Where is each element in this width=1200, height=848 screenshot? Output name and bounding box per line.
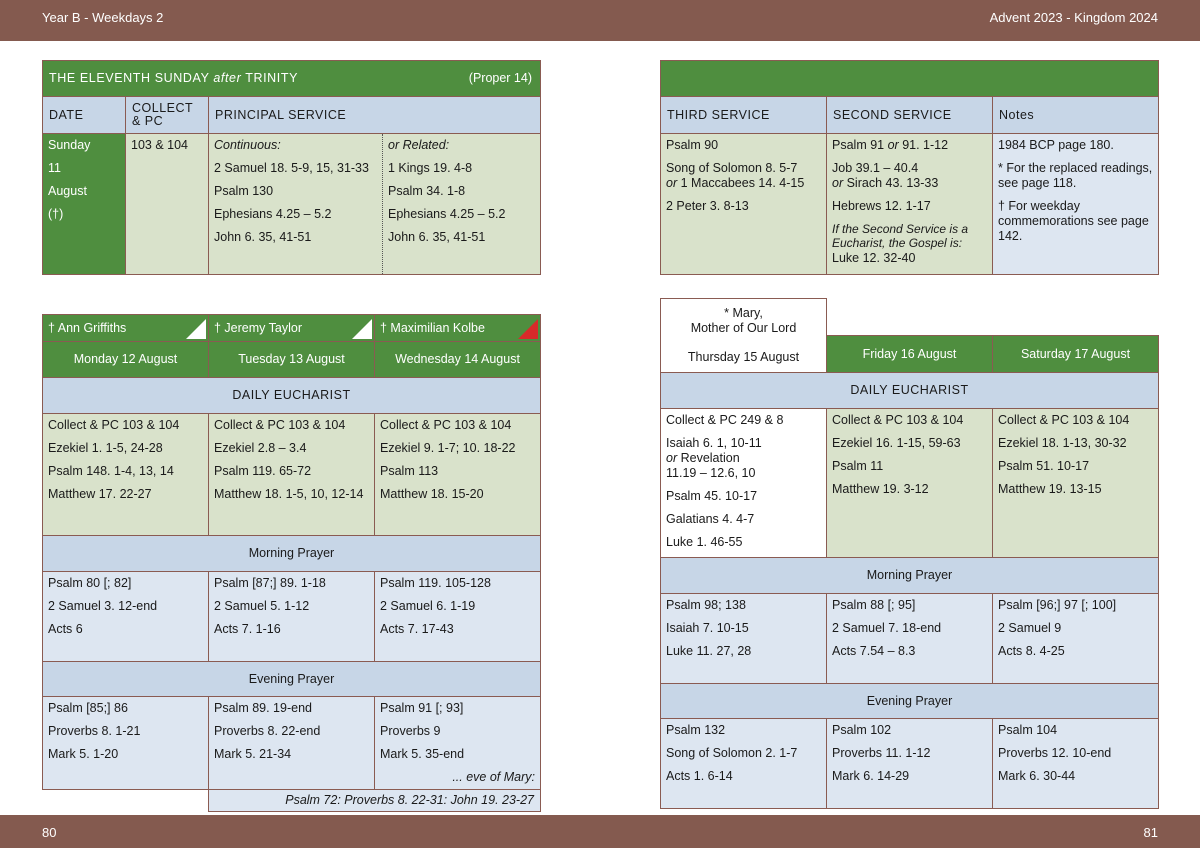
header-left-text: Year B - Weekdays 2 xyxy=(42,10,164,25)
reading-text: Sirach 43. 13-33 xyxy=(843,176,939,190)
col-header-collect: COLLECT & PC xyxy=(126,97,209,134)
morning-readings-cell xyxy=(375,572,541,662)
evening-readings-cell xyxy=(375,697,541,790)
page-footer-bar xyxy=(0,815,1200,848)
reading-line: Acts 1. 6-14 xyxy=(666,769,733,783)
reading-line xyxy=(666,436,821,481)
commemoration-name: † Ann Griffiths xyxy=(48,320,127,335)
eve-of-mary-label: ... eve of Mary: xyxy=(452,770,535,784)
note-line: † For weekday commemorations see page 142. xyxy=(998,199,1149,243)
reading-line: 1 Kings 19. 4-8 xyxy=(388,161,473,175)
continuous-label: Continuous: xyxy=(214,138,281,152)
day-header-friday: Friday 16 August xyxy=(827,336,993,373)
reading-line: Luke 11. 27, 28 xyxy=(666,644,752,658)
reading-text: Psalm 91 xyxy=(832,138,888,152)
evening-readings-cell xyxy=(209,697,375,790)
reading-line: Luke 1. 46-55 xyxy=(666,535,743,549)
eve-of-mary-readings: Psalm 72: Proverbs 8. 22-31: John 19. 23-27 xyxy=(209,790,541,812)
reading-text: 1 Maccabees 14. 4-15 xyxy=(680,176,805,190)
sunday-date-cell xyxy=(43,134,126,275)
eucharist-readings-cell xyxy=(209,414,375,536)
evening-readings-cell xyxy=(993,719,1159,809)
reading-line: Collect & PC 103 & 104 xyxy=(380,418,512,432)
reading-line: Proverbs 8. 22-end xyxy=(214,724,321,738)
eucharist-readings-cell xyxy=(661,409,827,558)
note-line: 1984 BCP page 180. xyxy=(998,138,1114,152)
reading-line: Psalm 119. 65-72 xyxy=(214,464,312,478)
reading-line: Matthew 18. 1-5, 10, 12-14 xyxy=(214,487,364,501)
reading-line: Psalm 80 [; 82] xyxy=(48,576,132,590)
mary-title: * Mary, Mother of Our Lord xyxy=(690,306,797,335)
eucharist-readings-cell xyxy=(375,414,541,536)
gospel-reading: Luke 12. 32-40 xyxy=(832,250,916,265)
reading-line: Song of Solomon 2. 1-7 xyxy=(666,746,798,760)
reading-line xyxy=(666,161,821,191)
morning-readings-cell xyxy=(43,572,209,662)
evening-readings-cell xyxy=(661,719,827,809)
reading-line: Psalm 119. 105-128 xyxy=(380,576,491,590)
morning-prayer-header: Morning Prayer xyxy=(661,558,1159,594)
reading-line: Matthew 17. 22-27 xyxy=(48,487,152,501)
eucharist-note: If the Second Service is a Eucharist, the Gospel is: xyxy=(832,222,969,251)
col-header-principal: PRINCIPAL SERVICE xyxy=(209,97,541,134)
weekday-left-table xyxy=(42,314,541,812)
morning-readings-cell xyxy=(993,594,1159,684)
commemoration-name: † Maximilian Kolbe xyxy=(380,320,485,335)
date-line: August xyxy=(48,184,87,198)
day-header-wednesday: Wednesday 14 August xyxy=(375,342,541,378)
reading-text: 91. 1-12 xyxy=(898,138,949,152)
reading-line: Mark 6. 30-44 xyxy=(998,769,1076,783)
evening-prayer-header: Evening Prayer xyxy=(661,684,1159,719)
reading-line: Psalm 130 xyxy=(214,184,274,198)
reading-line: 2 Peter 3. 8-13 xyxy=(666,199,749,213)
reading-line: Acts 8. 4-25 xyxy=(998,644,1065,658)
date-line: 11 xyxy=(48,161,61,175)
day-header-monday: Monday 12 August xyxy=(43,342,209,378)
reading-line: Psalm [87;] 89. 1-18 xyxy=(214,576,326,590)
commemoration-cell xyxy=(375,315,541,342)
sunday-left-table xyxy=(42,60,541,275)
evening-readings-cell xyxy=(43,697,209,790)
reading-line: Acts 7. 1-16 xyxy=(214,622,281,636)
weekday-right-table xyxy=(660,298,1159,809)
reading-line: Psalm 11 xyxy=(832,459,884,473)
or-word: or xyxy=(832,176,844,190)
reading-line: Psalm 89. 19-end xyxy=(214,701,312,715)
col-header-notes: Notes xyxy=(993,97,1159,134)
reading-line: Proverbs 8. 1-21 xyxy=(48,724,141,738)
sunday-title-bar xyxy=(43,61,541,97)
reading-line: 2 Samuel 18. 5-9, 15, 31-33 xyxy=(214,161,369,175)
reading-line: Psalm 148. 1-4, 13, 14 xyxy=(48,464,174,478)
second-service-cell xyxy=(827,134,993,275)
header-right-text: Advent 2023 - Kingdom 2024 xyxy=(989,10,1158,25)
reading-line: 2 Samuel 7. 18-end xyxy=(832,621,942,635)
reading-line: Ezekiel 9. 1-7; 10. 18-22 xyxy=(380,441,516,455)
commemoration-cell xyxy=(43,315,209,342)
reading-line: Collect & PC 103 & 104 xyxy=(832,413,964,427)
eucharist-readings-cell xyxy=(993,409,1159,558)
empty-cell xyxy=(43,790,209,812)
sunday-title-suffix: TRINITY xyxy=(241,71,299,85)
date-line: (†) xyxy=(48,207,64,221)
commemoration-cell xyxy=(209,315,375,342)
col-header-second-service: SECOND SERVICE xyxy=(827,97,993,134)
or-word: or xyxy=(887,138,899,152)
reading-line: Psalm [96;] 97 [; 100] xyxy=(998,598,1117,612)
reading-line: Collect & PC 249 & 8 xyxy=(666,413,784,427)
reading-line: Psalm 102 xyxy=(832,723,892,737)
reading-line: Psalm [85;] 86 xyxy=(48,701,128,715)
daily-eucharist-header: DAILY EUCHARIST xyxy=(661,373,1159,409)
or-word: or xyxy=(666,451,678,465)
sunday-title-prefix: THE ELEVENTH SUNDAY xyxy=(49,71,214,85)
sunday-title xyxy=(49,71,298,85)
morning-readings-cell xyxy=(827,594,993,684)
reading-line: Matthew 19. 13-15 xyxy=(998,482,1102,496)
evening-prayer-header: Evening Prayer xyxy=(43,662,541,697)
red-corner-triangle xyxy=(518,319,538,339)
day-header-tuesday: Tuesday 13 August xyxy=(209,342,375,378)
sunday-right-table xyxy=(660,60,1159,275)
reading-line: Collect & PC 103 & 104 xyxy=(48,418,180,432)
reading-line: Psalm 113 xyxy=(380,464,439,478)
reading-line: Ephesians 4.25 – 5.2 xyxy=(388,207,506,221)
reading-line: Psalm 88 [; 95] xyxy=(832,598,916,612)
page-header-bar xyxy=(0,0,1200,41)
reading-text: 11.19 – 12.6, 10 xyxy=(666,466,756,480)
note-line: * For the replaced readings, see page 118. xyxy=(998,161,1153,190)
reading-line: Collect & PC 103 & 104 xyxy=(214,418,346,432)
reading-line: 2 Samuel 9 xyxy=(998,621,1062,635)
reading-line: Hebrews 12. 1-17 xyxy=(832,199,931,213)
morning-prayer-header: Morning Prayer xyxy=(43,536,541,572)
reading-text: Song of Solomon 8. 5-7 xyxy=(666,161,798,175)
reading-line: Psalm 51. 10-17 xyxy=(998,459,1090,473)
reading-line: Mark 5. 1-20 xyxy=(48,747,119,761)
col-header-third-service: THIRD SERVICE xyxy=(661,97,827,134)
reading-line: Ezekiel 18. 1-13, 30-32 xyxy=(998,436,1127,450)
reading-line: Mark 5. 21-34 xyxy=(214,747,292,761)
commemoration-name: † Jeremy Taylor xyxy=(214,320,302,335)
white-corner-triangle xyxy=(186,319,206,339)
reading-line: 2 Samuel 3. 12-end xyxy=(48,599,158,613)
reading-line xyxy=(832,138,987,153)
sunday-title-italic: after xyxy=(213,71,242,85)
reading-text: Revelation xyxy=(677,451,740,465)
eucharist-readings-cell xyxy=(43,414,209,536)
third-service-cell xyxy=(661,134,827,275)
reading-line: Acts 7. 17-43 xyxy=(380,622,454,636)
reading-text: Job 39.1 – 40.4 xyxy=(832,161,919,175)
reading-line: Galatians 4. 4-7 xyxy=(666,512,755,526)
day-header-thursday: Thursday 15 August xyxy=(687,350,800,364)
daily-eucharist-header: DAILY EUCHARIST xyxy=(43,378,541,414)
mary-day-header xyxy=(661,299,827,373)
reading-line: Psalm 132 xyxy=(666,723,726,737)
reading-line: 2 Samuel 6. 1-19 xyxy=(380,599,476,613)
col-header-date: DATE xyxy=(43,97,126,134)
proper-number: (Proper 14) xyxy=(468,71,533,85)
reading-line: Acts 6 xyxy=(48,622,83,636)
reading-line: Proverbs 12. 10-end xyxy=(998,746,1112,760)
reading-line: Proverbs 11. 1-12 xyxy=(832,746,931,760)
reading-line: Acts 7.54 – 8.3 xyxy=(832,644,916,658)
day-header-saturday: Saturday 17 August xyxy=(993,336,1159,373)
notes-cell xyxy=(993,134,1159,275)
reading-line: Isaiah 7. 10-15 xyxy=(666,621,749,635)
date-line: Sunday xyxy=(48,138,91,152)
continuous-readings-cell xyxy=(209,134,383,275)
page-number-left: 80 xyxy=(42,825,57,840)
reading-line: Mark 5. 35-end xyxy=(380,747,465,761)
reading-line: Matthew 19. 3-12 xyxy=(832,482,929,496)
reading-line: John 6. 35, 41-51 xyxy=(214,230,312,244)
evening-readings-cell xyxy=(827,719,993,809)
reading-line: Psalm 104 xyxy=(998,723,1058,737)
related-readings-cell xyxy=(383,134,541,275)
reading-line: Psalm 45. 10-17 xyxy=(666,489,758,503)
sunday-collect-cell: 103 & 104 xyxy=(126,134,209,275)
related-label: or Related: xyxy=(388,138,450,152)
reading-line: John 6. 35, 41-51 xyxy=(388,230,486,244)
morning-readings-cell xyxy=(661,594,827,684)
reading-line: Matthew 18. 15-20 xyxy=(380,487,484,501)
reading-text: Isaiah 6. 1, 10-11 xyxy=(666,436,762,450)
or-word: or xyxy=(666,176,678,190)
reading-line: Ezekiel 1. 1-5, 24-28 xyxy=(48,441,163,455)
page-number-right: 81 xyxy=(1143,825,1158,840)
reading-line: Ezekiel 16. 1-15, 59-63 xyxy=(832,436,961,450)
reading-line: Psalm 91 [; 93] xyxy=(380,701,464,715)
reading-line: Psalm 98; 138 xyxy=(666,598,746,612)
reading-line: Psalm 90 xyxy=(666,138,719,152)
reading-line: Ephesians 4.25 – 5.2 xyxy=(214,207,332,221)
reading-line: 2 Samuel 5. 1-12 xyxy=(214,599,310,613)
reading-line: Ezekiel 2.8 – 3.4 xyxy=(214,441,307,455)
eucharist-readings-cell xyxy=(827,409,993,558)
reading-line: Psalm 34. 1-8 xyxy=(388,184,466,198)
white-corner-triangle xyxy=(352,319,372,339)
reading-line: Proverbs 9 xyxy=(380,724,441,738)
reading-line: Collect & PC 103 & 104 xyxy=(998,413,1130,427)
reading-line xyxy=(832,161,987,191)
reading-line: Mark 6. 14-29 xyxy=(832,769,910,783)
sunday-right-title-bar xyxy=(661,61,1159,97)
empty-cell xyxy=(827,299,1159,336)
morning-readings-cell xyxy=(209,572,375,662)
